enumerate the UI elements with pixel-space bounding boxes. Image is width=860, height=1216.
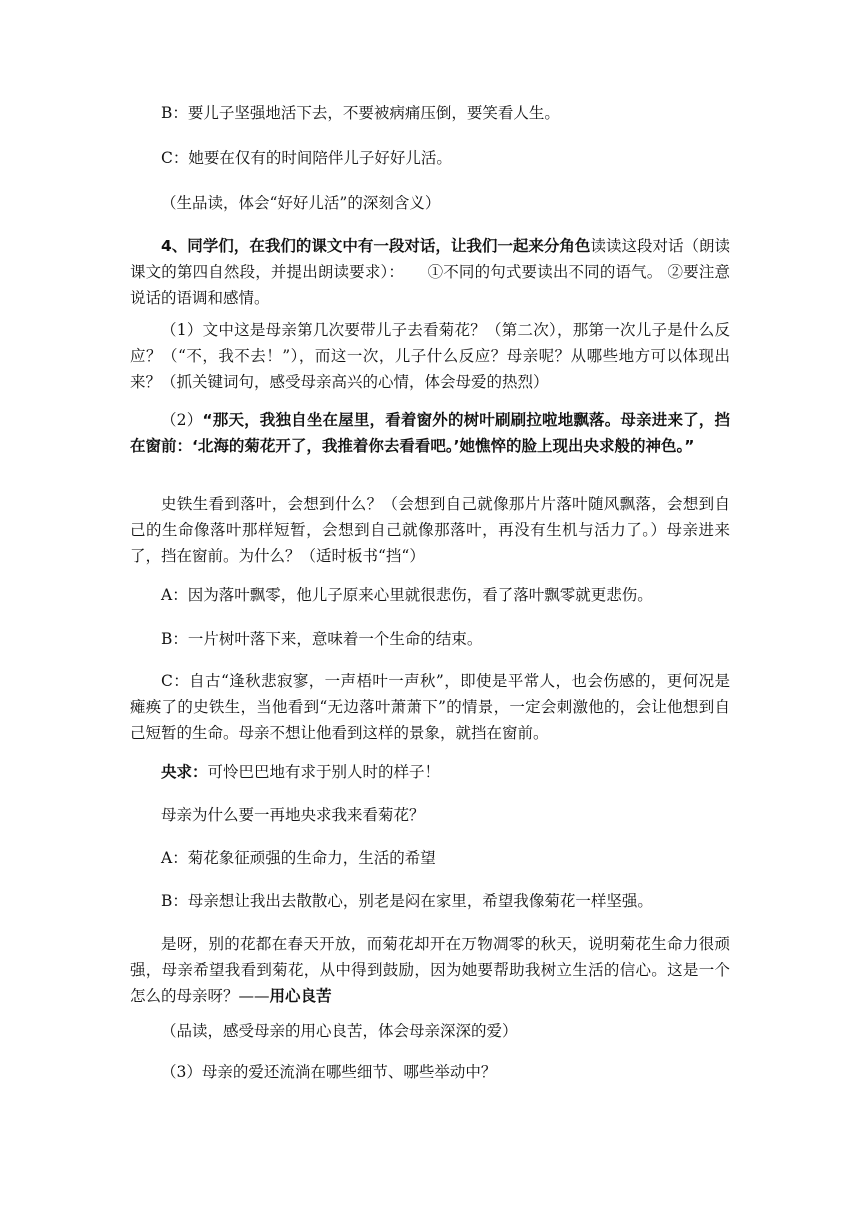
paragraph-option-c: C：她要在仅有的时间陪伴儿子好好儿活。 xyxy=(161,149,452,167)
section-4-heading: 4、同学们，在我们的课文中有一段对话，让我们一起来分角色 xyxy=(161,237,591,255)
chrysanthemum-keyword: 用心良苦 xyxy=(269,987,332,1005)
paragraph-chrysanthemum xyxy=(130,931,730,1009)
chrysanthemum-text: 是呀，别的花都在春天开放，而菊花却开在万物凋零的秋天，说明菊花生命力很顽强，母亲希望我看到菊花，从中得到鼓励，因为她要帮助我树立生活的信心。这是一个怎么的母亲呀？—— xyxy=(130,935,730,1005)
paragraph-question-3: （3）母亲的爱还流淌在哪些细节、哪些举动中？ xyxy=(161,1063,497,1081)
paragraph-section-4 xyxy=(130,233,730,311)
paragraph-reading-note: （生品读，体会“好好儿活”的深刻含义） xyxy=(161,194,441,212)
paragraph-why-answer-b: B：母亲想让我出去散散心，别老是闷在家里，希望我像菊花一样坚强。 xyxy=(161,892,653,910)
section-4-body: 读读这段对话（朗读课文的第四自然段，并提出朗读要求）： ①不同的句式要读出不同的语气。 ②要注意说话的语调和感情。 xyxy=(130,237,730,307)
paragraph-quote-2 xyxy=(130,407,730,459)
paragraph-falling-leaves: 史铁生看到落叶，会想到什么？（会想到自己就像那片片落叶随风飘落，会想到自己的生命像落叶那样短暂，会想到自己就像那落叶，再没有生机与活力了。）母亲进来了，挡在窗前。为什么？（适时板书“挡“） xyxy=(130,495,730,565)
quote-2-text: “那天，我独自坐在屋里，看着窗外的树叶刷刷拉啦地飘落。母亲进来了，挡在窗前：‘北海的菊花开了，我推着你去看看吧。’她憔悴的脸上现出央求般的神色。” xyxy=(130,411,730,455)
paragraph-option-b: B：要儿子坚强地活下去，不要被病痛压倒，要笑看人生。 xyxy=(161,104,560,122)
paragraph-definition xyxy=(130,759,730,785)
quote-2-number: （2） xyxy=(161,411,203,429)
paragraph-why-question: 母亲为什么要一再地央求我来看菊花？ xyxy=(161,806,425,824)
definition-term: 央求： xyxy=(161,763,208,781)
paragraph-reading-note-2: （品读，感受母亲的用心良苦，体会母亲深深的爱） xyxy=(161,1022,518,1040)
definition-text: 可怜巴巴地有求于别人时的样子！ xyxy=(207,763,441,781)
paragraph-answer-b: B：一片树叶落下来，意味着一个生命的结束。 xyxy=(161,630,483,648)
paragraph-why-answer-a: A：菊花象征顽强的生命力，生活的希望 xyxy=(161,849,436,867)
paragraph-answer-c: C：自古“逢秋悲寂寥，一声梧叶一声秋”，即使是平常人，也会伤感的，更何况是瘫痪了的史铁生，当他看到“无边落叶萧萧下”的情景，一定会刺激他的，会让他想到自己短暂的生命。母亲不想让他看到这样的景象，就挡在窗前。 xyxy=(130,672,730,742)
paragraph-answer-a: A：因为落叶飘零，他儿子原来心里就很悲伤，看了落叶飘零就更悲伤。 xyxy=(161,586,653,604)
paragraph-question-1: （1）文中这是母亲第几次要带儿子去看菊花？（第二次），那第一次儿子是什么反应？（“不，我不去！”），而这一次，儿子什么反应？母亲呢？从哪些地方可以体现出来？（抓关键词句，感受母亲高兴的心情，体会母爱的热烈） xyxy=(130,321,730,391)
